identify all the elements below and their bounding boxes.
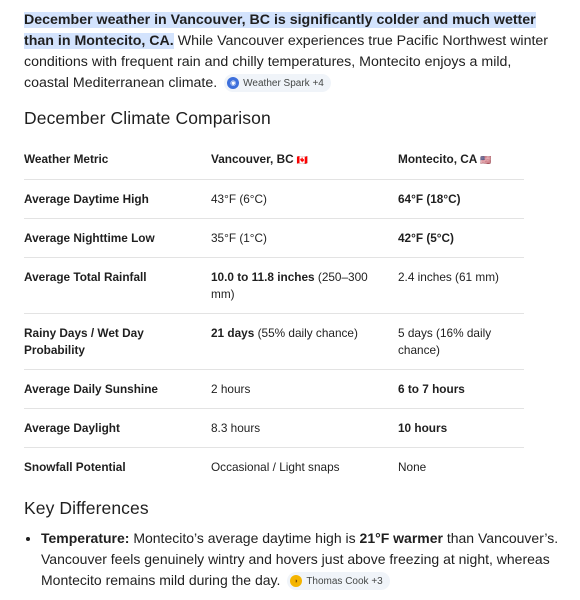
header-montecito: Montecito, CA <box>398 152 477 166</box>
table-row <box>24 409 524 448</box>
row-metric: Rainy Days / Wet Day Probability <box>24 326 144 357</box>
row-montecito: 42°F (5°C) <box>398 231 454 245</box>
row-metric: Average Daylight <box>24 421 120 435</box>
section-heading-climate: December Climate Comparison <box>24 108 271 128</box>
intro-text: While Vancouver experiences true Pacific Northwest winter conditions with frequent rain and chilly temperatures, Montecito enjoys a mild, coastal Mediterranean climate. <box>24 33 549 91</box>
row-montecito: None <box>398 460 427 474</box>
table-row <box>24 219 524 258</box>
canada-flag-icon: 🇨🇦 <box>296 155 309 165</box>
row-metric: Average Total Rainfall <box>24 270 147 284</box>
table-row <box>24 314 524 370</box>
row-vancouver: 10.0 to 11.8 inches (250–300 mm) <box>211 270 368 301</box>
table-row <box>24 448 524 487</box>
thomas-cook-logo-icon: ◗ <box>290 575 302 587</box>
intro-paragraph <box>24 10 556 94</box>
section-heading-differences: Key Differences <box>24 498 149 518</box>
header-metric: Weather Metric <box>24 152 109 166</box>
row-vancouver: 2 hours <box>211 382 251 396</box>
difference-label: Temperature: <box>41 530 130 546</box>
source-chip-thomas-cook[interactable] <box>287 572 389 590</box>
table-row <box>24 258 524 314</box>
row-metric: Average Daytime High <box>24 192 149 206</box>
row-montecito: 5 days (16% daily chance) <box>398 326 492 357</box>
table-row <box>24 370 524 409</box>
row-metric: Snowfall Potential <box>24 460 126 474</box>
row-vancouver: 21 days (55% daily chance) <box>211 326 358 340</box>
table-row <box>24 180 524 219</box>
answer-content <box>24 10 556 94</box>
row-vancouver: 8.3 hours <box>211 421 261 435</box>
row-montecito: 6 to 7 hours <box>398 382 465 396</box>
climate-table <box>24 140 524 486</box>
intro-highlight: December weather in Vancouver, BC is significantly colder and much wetter than in Montecito, CA. <box>24 12 536 49</box>
row-montecito: 2.4 inches (61 mm) <box>398 270 499 284</box>
row-montecito: 10 hours <box>398 421 448 435</box>
row-metric: Average Nighttime Low <box>24 231 155 245</box>
row-metric: Average Daily Sunshine <box>24 382 158 396</box>
header-vancouver: Vancouver, BC <box>211 152 294 166</box>
differences-list <box>24 528 561 599</box>
source-chip-weather-spark[interactable] <box>224 74 331 92</box>
source-chip-label: Thomas Cook +3 <box>306 575 383 587</box>
usa-flag-icon: 🇺🇸 <box>480 155 492 165</box>
list-item: • Temperature: Montecito’s average daytime high is 21°F warmer than Vancouver’s. Vancouver feels genuinely wintry and hovers just above freezing at night, whereas Montecito remains mild during the day. ◗ Thomas Cook +3 <box>41 528 561 591</box>
source-chip-label: Weather Spark +4 <box>243 77 324 89</box>
globe-icon: ◉ <box>227 77 239 89</box>
table-header-row <box>24 140 524 180</box>
row-vancouver: Occasional / Light snaps <box>211 460 340 474</box>
row-vancouver: 35°F (1°C) <box>211 231 267 245</box>
row-vancouver: 43°F (6°C) <box>211 192 267 206</box>
row-montecito: 64°F (18°C) <box>398 192 461 206</box>
